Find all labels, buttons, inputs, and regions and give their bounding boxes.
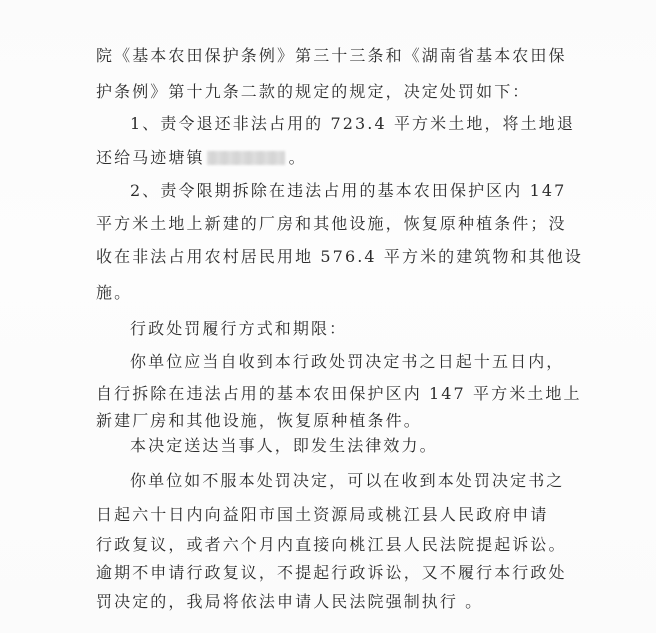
text-segment: 。 (288, 148, 307, 167)
text-line: 新建厂房和其他设施，恢复原种植条件。 (96, 411, 422, 430)
text-line: 自行拆除在违法占用的基本农田保护区内 147 平方米土地上 (96, 384, 582, 403)
text-line: 院《基本农田保护条例》第三十三条和《湖南省基本农田保 (96, 46, 567, 65)
redaction-block (207, 151, 285, 165)
text-line: 你单位应当自收到本行政处罚决定书之日起十五日内， (130, 352, 565, 371)
text-line: 平方米土地上新建的厂房和其他设施，恢复原种植条件；没 (96, 214, 567, 233)
text-line: 罚决定的，我局将依法申请人民法院强制执行 。 (96, 592, 484, 611)
section-heading: 行政处罚履行方式和期限： (130, 319, 348, 338)
text-line: 逾期不申请行政复议，不提起行政诉讼，又不履行本行政处 (96, 563, 567, 582)
text-line: 你单位如不服本处罚决定，可以在收到本处罚决定书之 (130, 471, 565, 490)
text-line: 1、责令退还非法占用的 723.4 平方米土地，将土地退 (130, 114, 575, 133)
text-line: 日起六十日内向益阳市国土资源局或桃江县人民政府申请 (96, 505, 549, 524)
text-line: 护条例》第十九条二款的规定的规定，决定处罚如下： (96, 82, 531, 101)
text-line: 2、责令限期拆除在违法占用的基本农田保护区内 147 (130, 181, 567, 200)
text-line: 收在非法占用农村居民用地 576.4 平方米的建筑物和其他设 (96, 247, 583, 266)
text-line: 施。 (96, 283, 133, 302)
text-line: 行政复议，或者六个月内直接向桃江县人民法院提起诉讼。 (96, 535, 567, 554)
text-line: 本决定送达当事人，即发生法律效力。 (130, 436, 438, 455)
text-segment: 还给马迹塘镇 (96, 148, 205, 167)
text-line-redacted (96, 148, 307, 168)
